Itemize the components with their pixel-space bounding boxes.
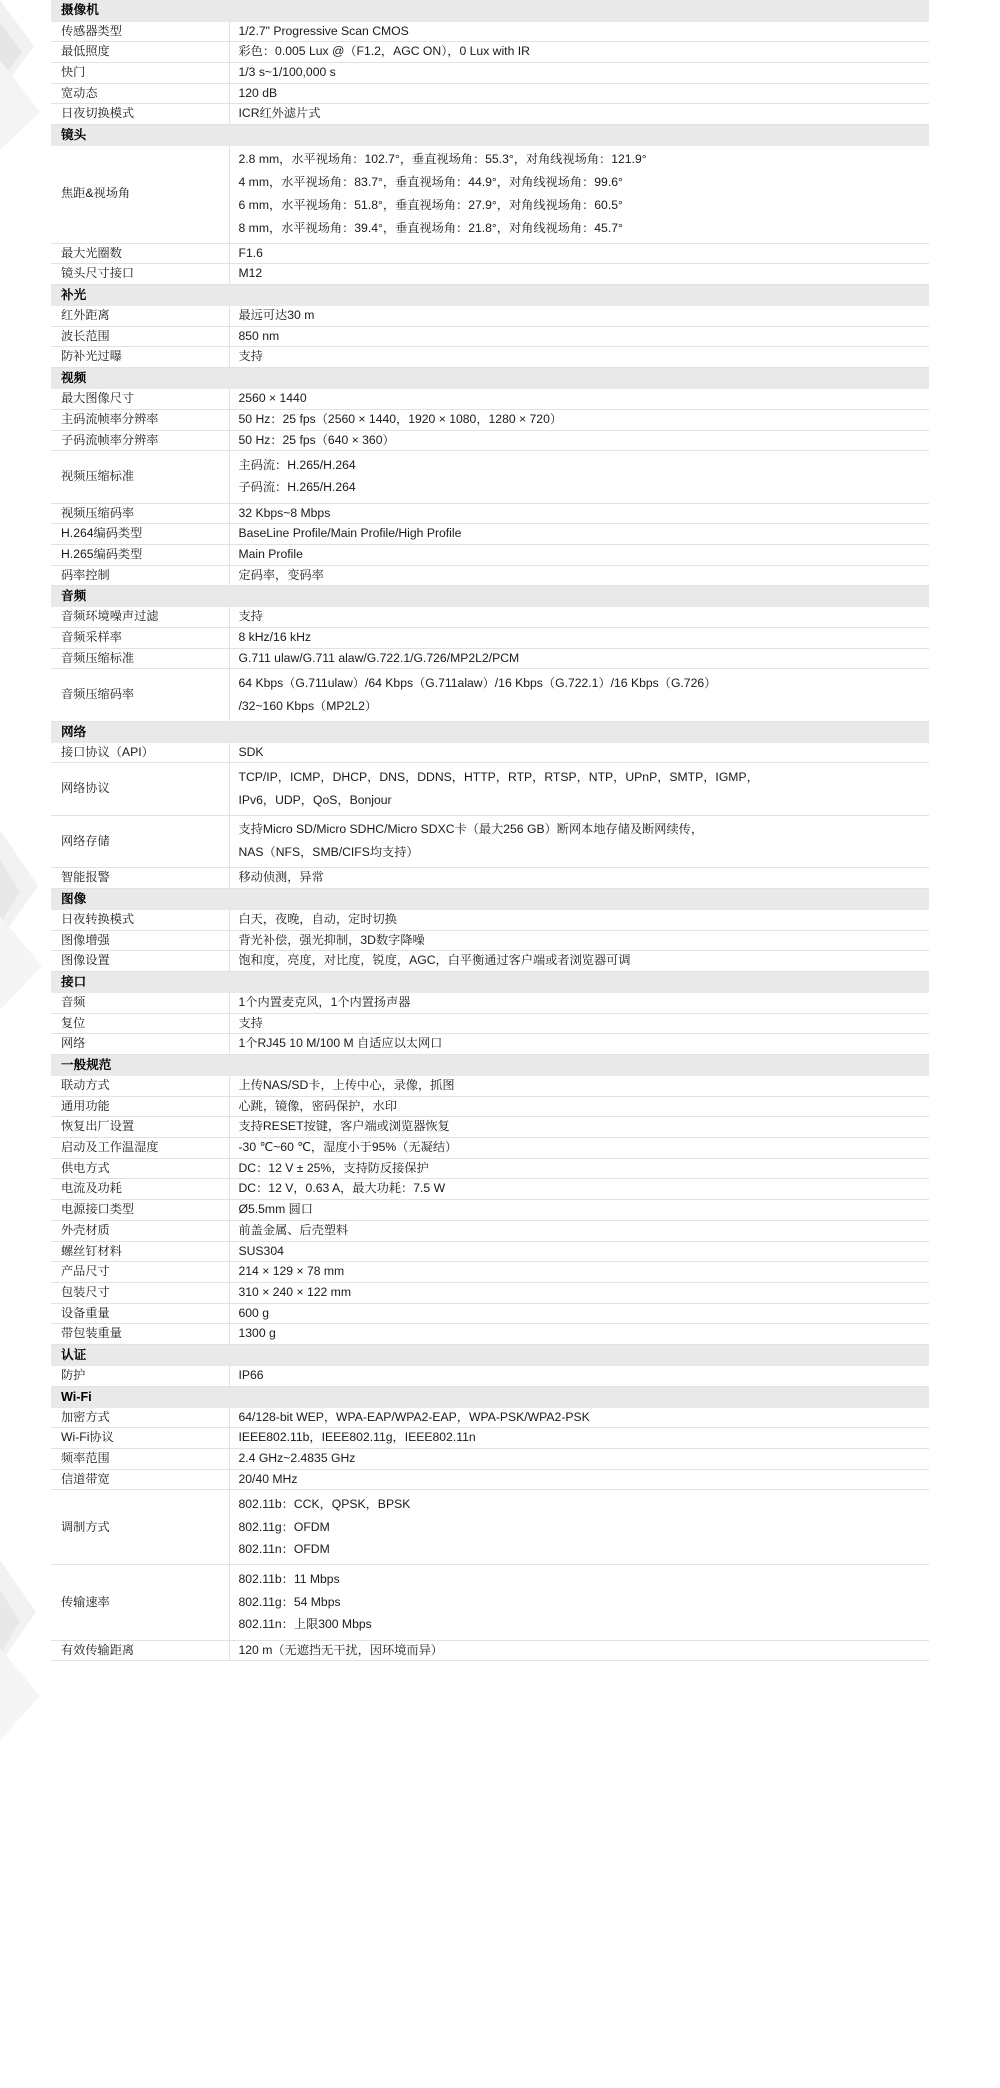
spec-label: H.265编码类型	[51, 544, 229, 565]
spec-value-line: -30 ℃~60 ℃，湿度小于95%（无凝结）	[238, 1140, 458, 1155]
spec-value	[229, 909, 929, 930]
section-title-interface: 接口	[51, 971, 929, 992]
spec-value-line: 饱和度，亮度，对比度，锐度，AGC，白平衡通过客户端或者浏览器可调	[238, 953, 631, 968]
spec-value	[229, 1013, 929, 1034]
spec-value	[229, 1324, 929, 1345]
spec-value	[229, 930, 929, 951]
spec-value	[229, 669, 929, 721]
spec-value	[229, 1241, 929, 1262]
spec-row	[51, 909, 929, 930]
spec-row	[51, 1490, 929, 1565]
section-header-row	[51, 0, 929, 21]
spec-label: 宽动态	[51, 83, 229, 104]
spec-label: Wi-Fi协议	[51, 1428, 229, 1449]
spec-value-line: 背光补偿，强光抑制，3D数字降噪	[238, 932, 425, 947]
spec-value-line: 20/40 MHz	[238, 1471, 298, 1486]
section-header-row	[51, 721, 929, 742]
spec-label: 最低照度	[51, 42, 229, 63]
spec-value-line: 定码率，变码率	[238, 567, 324, 582]
spec-label: 视频压缩码率	[51, 503, 229, 524]
spec-value	[229, 1407, 929, 1428]
spec-value-line: 6 mm，水平视场角：51.8°，垂直视场角：27.9°，对角线视场角：60.5°	[238, 197, 623, 212]
spec-label: 音频采样率	[51, 628, 229, 649]
spec-value-line: NAS（NFS，SMB/CIFS均支持）	[238, 845, 419, 859]
spec-row	[51, 1640, 929, 1661]
spec-row	[51, 565, 929, 586]
spec-value-line: 802.11b：11 Mbps	[238, 1571, 340, 1586]
spec-value-line: 2560 × 1440	[238, 391, 307, 406]
spec-label: 日夜切换模式	[51, 104, 229, 125]
section-title-illumination: 补光	[51, 285, 929, 306]
specification-table	[51, 0, 929, 1661]
section-title-video: 视频	[51, 368, 929, 389]
spec-label: 镜头尺寸接口	[51, 264, 229, 285]
spec-label: 图像增强	[51, 930, 229, 951]
spec-value	[229, 1034, 929, 1055]
specification-table-container	[51, 0, 929, 1661]
section-header-row	[51, 124, 929, 145]
section-header-row	[51, 1386, 929, 1407]
spec-row	[51, 1158, 929, 1179]
section-title-network: 网络	[51, 721, 929, 742]
spec-value-line: 彩色：0.005 Lux @（F1.2，AGC ON），0 Lux with IR	[238, 44, 530, 59]
spec-value-line: 214 × 129 × 78 mm	[238, 1264, 345, 1279]
spec-value-line: 600 g	[238, 1305, 269, 1320]
spec-value	[229, 1117, 929, 1138]
spec-row	[51, 1282, 929, 1303]
section-title-camera: 摄像机	[51, 0, 929, 21]
spec-value	[229, 104, 929, 125]
spec-value-line: 50 Hz：25 fps（640 × 360）	[238, 432, 395, 447]
spec-row	[51, 868, 929, 889]
spec-label: 供电方式	[51, 1158, 229, 1179]
spec-label: 快门	[51, 62, 229, 83]
spec-value	[229, 1096, 929, 1117]
spec-label: 音频	[51, 992, 229, 1013]
spec-value-line: 50 Hz：25 fps（2560 × 1440，1920 × 1080，1280 × 720）	[238, 411, 563, 426]
spec-value	[229, 1365, 929, 1386]
spec-row	[51, 1303, 929, 1324]
spec-label: 子码流帧率分辨率	[51, 430, 229, 451]
spec-value-line: 32 Kbps~8 Mbps	[238, 505, 331, 520]
spec-label: 设备重量	[51, 1303, 229, 1324]
spec-value-line: 移动侦测，异常	[238, 870, 324, 885]
spec-value	[229, 62, 929, 83]
spec-value-line: IPv6，UDP，QoS，Bonjour	[238, 792, 392, 807]
spec-value	[229, 1076, 929, 1097]
spec-label: 电源接口类型	[51, 1200, 229, 1221]
spec-value-line: 支持	[238, 609, 263, 624]
spec-value-line: 2.4 GHz~2.4835 GHz	[238, 1451, 356, 1465]
spec-value-line: 1个RJ45 10 M/100 M 自适应以太网口	[238, 1036, 443, 1051]
spec-value	[229, 1220, 929, 1241]
spec-label: 音频压缩码率	[51, 669, 229, 721]
spec-label: 网络存储	[51, 815, 229, 867]
spec-value-line: 802.11g：OFDM	[238, 1519, 330, 1534]
spec-label: 波长范围	[51, 326, 229, 347]
spec-value-line: Ø5.5mm 圆口	[238, 1202, 313, 1217]
spec-value	[229, 1138, 929, 1159]
spec-value-line: 1/2.7" Progressive Scan CMOS	[238, 23, 409, 38]
spec-value	[229, 83, 929, 104]
spec-value	[229, 306, 929, 327]
spec-row	[51, 451, 929, 503]
spec-row	[51, 1365, 929, 1386]
spec-row	[51, 326, 929, 347]
spec-row	[51, 951, 929, 972]
spec-value	[229, 1490, 929, 1565]
spec-value	[229, 815, 929, 867]
spec-value	[229, 42, 929, 63]
spec-value-line: 310 × 240 × 122 mm	[238, 1284, 351, 1299]
spec-value	[229, 951, 929, 972]
spec-value	[229, 21, 929, 42]
spec-value-line: 1/3 s~1/100,000 s	[238, 64, 336, 79]
spec-value-line: 支持	[238, 349, 263, 364]
spec-row	[51, 1034, 929, 1055]
spec-row	[51, 306, 929, 327]
spec-value-line: TCP/IP，ICMP，DHCP，DNS，DDNS，HTTP，RTP，RTSP，NTP，UPnP，SMTP，IGMP，	[238, 769, 759, 784]
spec-value	[229, 868, 929, 889]
spec-label: 频率范围	[51, 1449, 229, 1470]
section-header-row	[51, 971, 929, 992]
spec-label: 接口协议（API）	[51, 742, 229, 763]
spec-label: 信道带宽	[51, 1469, 229, 1490]
spec-value-line: DC：12 V ± 25%，支持防反接保护	[238, 1160, 429, 1175]
spec-value-line: 120 m（无遮挡无干扰，因环境而异）	[238, 1642, 443, 1657]
spec-value-line: 802.11b：CCK，QPSK，BPSK	[238, 1496, 411, 1511]
spec-row	[51, 83, 929, 104]
spec-value-line: SUS304	[238, 1243, 284, 1258]
spec-value-line: 支持	[238, 1015, 263, 1030]
spec-label: 传输速率	[51, 1565, 229, 1640]
spec-value	[229, 1565, 929, 1640]
spec-label: 日夜转换模式	[51, 909, 229, 930]
spec-row	[51, 1407, 929, 1428]
spec-value	[229, 347, 929, 368]
spec-row	[51, 1428, 929, 1449]
spec-label: 加密方式	[51, 1407, 229, 1428]
spec-label: 红外距离	[51, 306, 229, 327]
spec-row	[51, 648, 929, 669]
section-title-wifi: Wi-Fi	[51, 1386, 929, 1407]
spec-value	[229, 243, 929, 264]
spec-row	[51, 1013, 929, 1034]
spec-value	[229, 389, 929, 410]
spec-row	[51, 1565, 929, 1640]
spec-row	[51, 503, 929, 524]
spec-row	[51, 1324, 929, 1345]
spec-label: 传感器类型	[51, 21, 229, 42]
spec-label: 外壳材质	[51, 1220, 229, 1241]
spec-value-line: 1300 g	[238, 1326, 276, 1341]
spec-row	[51, 104, 929, 125]
spec-row	[51, 243, 929, 264]
spec-value-line: 120 dB	[238, 85, 278, 100]
spec-row	[51, 992, 929, 1013]
spec-label: 通用功能	[51, 1096, 229, 1117]
spec-row	[51, 430, 929, 451]
spec-row	[51, 524, 929, 545]
spec-value-line: 主码流：H.265/H.264	[238, 457, 356, 472]
spec-value-line: 支持Micro SD/Micro SDHC/Micro SDXC卡（最大256 GB）断网本地存储及断网续传，	[238, 822, 704, 837]
spec-value-line: Main Profile	[238, 546, 303, 561]
spec-label: 产品尺寸	[51, 1262, 229, 1283]
spec-label: 带包装重量	[51, 1324, 229, 1345]
spec-value	[229, 451, 929, 503]
spec-value-line: 8 kHz/16 kHz	[238, 630, 311, 644]
section-header-row	[51, 1055, 929, 1076]
spec-row	[51, 1096, 929, 1117]
spec-value	[229, 763, 929, 815]
spec-value	[229, 1200, 929, 1221]
spec-value	[229, 409, 929, 430]
spec-row	[51, 409, 929, 430]
spec-label: H.264编码类型	[51, 524, 229, 545]
section-title-lens: 镜头	[51, 124, 929, 145]
spec-row	[51, 1200, 929, 1221]
spec-value	[229, 607, 929, 628]
spec-value	[229, 992, 929, 1013]
spec-value-line: 上传NAS/SD卡，上传中心，录像，抓图	[238, 1078, 455, 1092]
spec-row	[51, 544, 929, 565]
spec-value-line: 白天，夜晚，自动，定时切换	[238, 911, 397, 926]
spec-row	[51, 1220, 929, 1241]
spec-value-line: 802.11n：OFDM	[238, 1542, 330, 1557]
spec-value	[229, 264, 929, 285]
spec-label: 电流及功耗	[51, 1179, 229, 1200]
spec-value	[229, 1303, 929, 1324]
spec-value	[229, 1449, 929, 1470]
spec-row	[51, 628, 929, 649]
spec-label: 主码流帧率分辨率	[51, 409, 229, 430]
spec-value-line: IEEE802.11b，IEEE802.11g，IEEE802.11n	[238, 1430, 476, 1445]
spec-value	[229, 1282, 929, 1303]
spec-value	[229, 503, 929, 524]
spec-label: 图像设置	[51, 951, 229, 972]
spec-row	[51, 930, 929, 951]
spec-row	[51, 389, 929, 410]
section-header-row	[51, 1344, 929, 1365]
spec-value	[229, 565, 929, 586]
section-header-row	[51, 285, 929, 306]
section-title-audio: 音频	[51, 586, 929, 607]
spec-label: 恢复出厂设置	[51, 1117, 229, 1138]
spec-row	[51, 1262, 929, 1283]
spec-row	[51, 669, 929, 721]
spec-row	[51, 763, 929, 815]
section-header-row	[51, 368, 929, 389]
spec-value-line: 前盖金属、后壳塑料	[238, 1222, 349, 1237]
spec-label: 智能报警	[51, 868, 229, 889]
spec-value	[229, 1428, 929, 1449]
spec-label: 包装尺寸	[51, 1282, 229, 1303]
spec-label: 音频环境噪声过滤	[51, 607, 229, 628]
spec-value-line: IP66	[238, 1367, 264, 1382]
spec-row	[51, 815, 929, 867]
spec-label: 视频压缩标准	[51, 451, 229, 503]
spec-value-line: G.711 ulaw/G.711 alaw/G.722.1/G.726/MP2L2/PCM	[238, 650, 520, 665]
spec-value	[229, 628, 929, 649]
spec-row	[51, 264, 929, 285]
spec-value	[229, 1158, 929, 1179]
spec-row	[51, 1076, 929, 1097]
spec-value-line: 支持RESET按键，客户端或浏览器恢复	[238, 1119, 450, 1134]
spec-value-line: 4 mm，水平视场角：83.7°，垂直视场角：44.9°，对角线视场角：99.6°	[238, 175, 623, 190]
spec-row	[51, 62, 929, 83]
spec-value-line: M12	[238, 266, 263, 281]
spec-row	[51, 1241, 929, 1262]
spec-value	[229, 742, 929, 763]
spec-value	[229, 1640, 929, 1661]
spec-label: 最大图像尺寸	[51, 389, 229, 410]
section-title-general: 一般规范	[51, 1055, 929, 1076]
spec-label: 调制方式	[51, 1490, 229, 1565]
specification-table-body	[51, 0, 929, 1661]
spec-value-line: 1个内置麦克风，1个内置扬声器	[238, 994, 411, 1009]
spec-value	[229, 326, 929, 347]
spec-row	[51, 1138, 929, 1159]
spec-row	[51, 21, 929, 42]
spec-label: 音频压缩标准	[51, 648, 229, 669]
spec-label: 复位	[51, 1013, 229, 1034]
spec-label: 联动方式	[51, 1076, 229, 1097]
spec-label: 防护	[51, 1365, 229, 1386]
section-title-image: 图像	[51, 888, 929, 909]
spec-value	[229, 430, 929, 451]
spec-value-line: 心跳，镜像，密码保护，水印	[238, 1098, 397, 1113]
spec-row	[51, 1117, 929, 1138]
section-title-certification: 认证	[51, 1344, 929, 1365]
spec-label: 焦距&视场角	[51, 145, 229, 243]
spec-value-line: /32~160 Kbps（MP2L2）	[238, 698, 378, 713]
spec-value-line: BaseLine Profile/Main Profile/High Profile	[238, 526, 462, 541]
spec-value-line: 64 Kbps（G.711ulaw）/64 Kbps（G.711alaw）/16 Kbps（G.722.1）/16 Kbps（G.726）	[238, 675, 717, 690]
spec-row	[51, 607, 929, 628]
spec-row	[51, 742, 929, 763]
spec-value-line: 850 nm	[238, 328, 280, 343]
spec-value	[229, 145, 929, 243]
spec-row	[51, 145, 929, 243]
section-header-row	[51, 888, 929, 909]
spec-value-line: 子码流：H.265/H.264	[238, 480, 356, 495]
spec-value-line: ICR红外滤片式	[238, 106, 321, 121]
spec-row	[51, 1179, 929, 1200]
spec-row	[51, 347, 929, 368]
spec-value-line: 最远可达30 m	[238, 308, 315, 323]
section-header-row	[51, 586, 929, 607]
spec-value-line: DC：12 V，0.63 A，最大功耗：7.5 W	[238, 1181, 446, 1196]
spec-value	[229, 544, 929, 565]
spec-value	[229, 648, 929, 669]
spec-value-line: SDK	[238, 744, 264, 759]
spec-row	[51, 1449, 929, 1470]
spec-value-line: 802.11g：54 Mbps	[238, 1594, 341, 1609]
spec-label: 网络	[51, 1034, 229, 1055]
spec-label: 启动及工作温湿度	[51, 1138, 229, 1159]
spec-label: 螺丝钉材料	[51, 1241, 229, 1262]
spec-label: 码率控制	[51, 565, 229, 586]
spec-value-line: 2.8 mm，水平视场角：102.7°，垂直视场角：55.3°，对角线视场角：121.9°	[238, 152, 647, 167]
spec-label: 防补光过曝	[51, 347, 229, 368]
spec-value	[229, 1179, 929, 1200]
spec-value-line: 64/128-bit WEP，WPA-EAP/WPA2-EAP，WPA-PSK/WPA2-PSK	[238, 1409, 590, 1424]
spec-label: 有效传输距离	[51, 1640, 229, 1661]
spec-value	[229, 524, 929, 545]
spec-row	[51, 42, 929, 63]
spec-value	[229, 1262, 929, 1283]
spec-label: 最大光圈数	[51, 243, 229, 264]
spec-label: 网络协议	[51, 763, 229, 815]
spec-value	[229, 1469, 929, 1490]
spec-value-line: F1.6	[238, 245, 263, 260]
spec-row	[51, 1469, 929, 1490]
spec-value-line: 8 mm，水平视场角：39.4°，垂直视场角：21.8°，对角线视场角：45.7°	[238, 220, 623, 235]
spec-value-line: 802.11n：上限300 Mbps	[238, 1617, 372, 1632]
